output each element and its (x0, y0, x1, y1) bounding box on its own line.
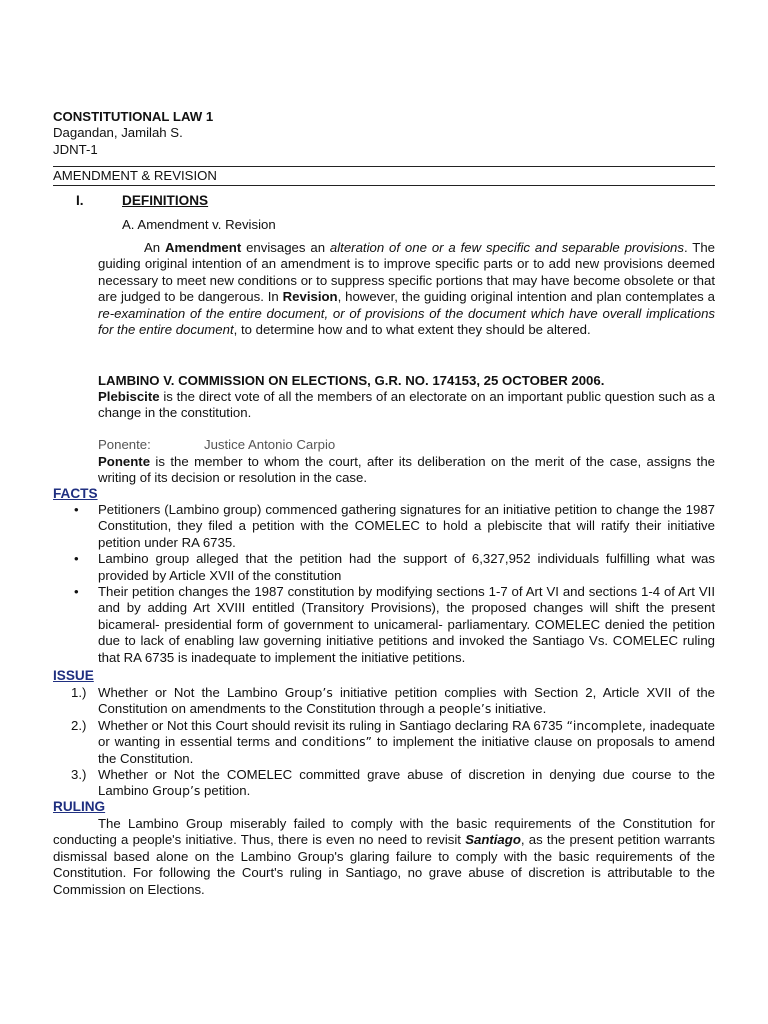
text-run: envisages an (241, 240, 330, 255)
issue-number: 2.) (71, 717, 87, 733)
section-heading: DEFINITIONS (122, 193, 209, 208)
text-run: initiative petition complies with Section 2, Article XVII of the Constitution on amendments to the Constitution through a (98, 685, 715, 717)
ponente-definition (98, 454, 715, 487)
text-run: , however, the guiding original intention and plan contemplates a (337, 289, 715, 305)
facts-item: • Petitioners (Lambino group) commenced gathering signatures for an initiative petition to change the 1987 Constitution, they filed a petition with the COMELEC to hold a plebiscite that will ratify their initiative petition under RA 6735. (98, 502, 715, 551)
facts-item: • Their petition changes the 1987 constitution by modifying sections 1-7 of Art VI and sections 1-4 of Art VII and by adding Art XVIII entitled (Transitory Provisions), the proposed changes will shift the present bicameral- presidential form of government to unicameral- parliamentary. COMELEC denied the petition due to lack of enabling law governing initiative petitions and invoked the Santiago Vs. COMELEC ruling that RA 6735 is inadequate to implement the initiative petitions. (98, 584, 715, 666)
facts-item: • Lambino group alleged that the petition had the support of 6,327,952 individuals fulfilling what was provided by Article XVII of the constitution (98, 551, 715, 584)
ruling-heading: RULING (53, 799, 106, 814)
facts-list (98, 502, 715, 666)
text-run: Whether or Not the Lambino (98, 685, 285, 700)
text-run: , to determine how and to what extent they should be altered. (233, 322, 591, 338)
definitions-paragraph (98, 240, 715, 338)
bold-italic-term: Santiago (465, 832, 521, 848)
text-run: inadequate or wanting in essential terms and (98, 717, 715, 750)
plebiscite-text: is the direct vote of all the members of an electorate on an important public question such as a change in the constitution. (98, 389, 715, 421)
text-run: , as the present petition warrants dismissal based alone on the Lambino Group's glaring failure to comply with the basic requirements of the Constitution. For following the Court's ruling in Santiago, no grave abuse of discretion is attributable to the Commission on Elections. (53, 832, 715, 897)
ruling-paragraph (53, 816, 715, 898)
alt-font-text: “incomplete, (566, 717, 646, 733)
text-run: An (144, 240, 166, 255)
alt-font-text: Group’s (284, 685, 333, 700)
text-run: . The guiding original intention of an amendment is to improve specific parts or to add new provisions deemed necessary to meet new conditions or to suppress specific portions that may have become obsolete or that are judged to be dangerous. In (98, 240, 715, 305)
text-run: Whether or Not this Court should revisit its ruling in Santiago declaring RA 6735 (98, 717, 567, 733)
text-run: The Lambino Group miserably failed to comply with the basic requirements of the Constitution for conducting a people's initiative. Thus, there is even no need to revisit (53, 816, 715, 848)
issue-heading: ISSUE (53, 668, 94, 683)
issue-number: 3.) (71, 767, 87, 783)
subsection-a: A. Amendment v. Revision (122, 217, 276, 232)
plebiscite-term: Plebiscite (98, 389, 160, 404)
bold-term: Amendment (165, 240, 242, 255)
course-title: CONSTITUTIONAL LAW 1 (53, 109, 214, 124)
issue-item (71, 717, 716, 767)
italic-phrase: re-examination of the entire document, or of provisions of the document which have overall implications for the entire document (98, 305, 715, 338)
ponente-text: is the member to whom the court, after its deliberation on the merit of the case, assigns the writing of its decision or resolution in the case. (98, 454, 715, 486)
plebiscite-definition (98, 389, 715, 422)
italic-phrase: alteration of one or a few specific and separable provisions (329, 240, 684, 255)
alt-font-text: Group’s (152, 783, 201, 799)
case-title: LAMBINO V. COMMISSION ON ELECTIONS, G.R. NO. 174153, 25 OCTOBER 2006. (98, 373, 605, 388)
document-title: AMENDMENT & REVISION (53, 168, 217, 183)
author-name: Dagandan, Jamilah S. (53, 125, 183, 140)
ponente-label: Ponente: (98, 437, 151, 452)
alt-font-text: conditions” (301, 734, 372, 750)
title-rule-top (53, 166, 715, 167)
issue-list (71, 685, 716, 800)
text-run: Whether or Not the COMELEC committed grave abuse of discretion in denying due course to the Lambino (98, 767, 715, 799)
text-run: initiative. (491, 701, 547, 717)
facts-heading: FACTS (53, 486, 98, 501)
bold-term: Revision (282, 289, 338, 305)
ponente-name: Justice Antonio Carpio (204, 437, 336, 452)
alt-font-text: people’s (438, 701, 492, 717)
text-run: petition. (200, 783, 251, 799)
issue-item (71, 767, 715, 800)
title-rule-bottom (53, 185, 715, 186)
issue-item (71, 685, 715, 718)
ponente-term: Ponente (98, 454, 151, 469)
section-numeral: I. (76, 193, 84, 208)
text-run: to implement the initiative clause on proposals to amend the Constitution. (98, 734, 716, 766)
section-code: JDNT-1 (53, 142, 98, 157)
issue-number: 1.) (71, 685, 87, 700)
